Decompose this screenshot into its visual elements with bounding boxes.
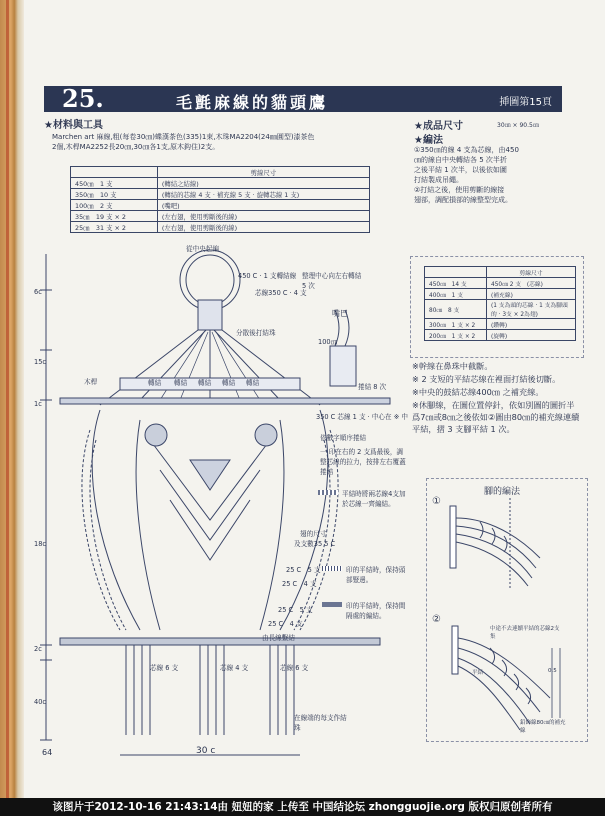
cut-size-table-2: 剪線尺寸 450㎝ 14 支 450㎝ 2 支 (芯線) 400㎝ 1 支 (補充線) 80㎝ 8 支 (1 支為頭的芯線 · 1 支為腳頭的 · 3支 × 2為翅) 300㎝ 1 支 × 2 (鑽轉) 200㎝ 1 支 × 2 (旋轉) [424,266,576,341]
diagram-label: 依數字順序捲結 [320,434,367,442]
plate-reference: 挿圖第15頁 [499,97,552,108]
foot-diagram-title: 腳的編法 [484,487,521,497]
diagram-label: 嘴巴 [332,309,348,318]
method-heading: ★編法 [414,135,443,146]
materials-text-2: 2個,木桿MA2252長20㎝,30㎝各1支,原木鈎住)2支。 [52,143,220,151]
materials-heading: ★材料與工具 [44,120,103,131]
title-bar [44,86,562,112]
cut-size-table-1 [70,166,370,233]
dimension-label: 40c [34,698,47,706]
method-step: ①350㎝的線 4 支為芯線，由450 [414,146,519,154]
knot-label: 轉結 [148,379,162,387]
project-number: 25. [62,84,104,113]
diagram-label: 捲結 8 次 [358,383,387,391]
diagram-label: 芯線 6 支 [280,664,309,672]
step-number: ① [432,496,441,507]
diagram-label: 25 C 4 支 [268,620,303,628]
book-spine [0,0,24,798]
diagram-label: 350 C 芯線 1 支 · 中心在 ※ 中 [316,413,408,421]
materials-text-1: Marchen art 麻線,粗(每卷30㎝)蝶漢茶色(335)1束,木珠MA2204(24㎜圓型)漆茶色 [52,133,315,141]
dimension-label: 18c [34,540,47,548]
diagram-label: 及支數35 5 C [294,540,336,548]
step-number: ② [432,614,441,625]
diagram-label: 25 C 5 支 [278,606,313,614]
table-row: 350㎝ 10 支 (轉結的芯線 4 支 · 補充線 5 支 · 旋轉芯線 1 支) [71,189,370,200]
note: ※ 2 支短的平結芯線在裡面打結後切斷。 [412,374,561,384]
foot-label: 0.5 [548,668,557,674]
knot-label: 轉結 [174,379,188,387]
method-step: ㎝的線自中央轉結各 5 次半折 [414,156,507,164]
method-step: ②打結之後，使用剪斷的線接 [414,186,505,194]
table-header: 剪線尺寸 [157,167,369,178]
note: ※幹線在鼻珠中截斷。 [412,361,493,371]
dimension-label: 6c [34,288,42,296]
diagram-label: 印的平結時，保持頭部豎邊。 [346,566,406,584]
finished-size-label: ★成品尺寸 [414,121,463,132]
diagram-label: 芯線 6 支 [150,664,179,672]
table-row: 35㎝ 19 支 × 2 (左右翅，使用剪斷後的線) [71,211,370,222]
legend-swatch [322,602,342,607]
method-step: 翅部，調配損部的線整型完成。 [414,196,512,204]
diagram-label: 由長線繫結 [262,634,295,642]
diagram-label: 450 C · 1 支轉結線 [238,272,297,280]
page-title: 毛氈麻線的貓頭鷹 [176,93,329,112]
table-row: 25㎝ 31 支 × 2 (左右翅，使用剪斷後的線) [71,222,370,233]
foot-label: 平結 [472,670,484,676]
table-row: 80㎝ 8 支 (1 支為頭的芯線 · 1 支為腳頭的 · 3支 × 2為翅) [425,300,576,319]
diagram-label: 在線端的每支作結珠 [294,714,347,732]
method-step: 之後平結 1 次半，以後依如圖 [414,166,507,174]
diagram-label: 分散後打結珠 [236,329,276,337]
diagram-label: 整理中心向左右轉結 5 次 [302,272,362,290]
dimension-label: 2c [34,645,42,653]
foot-knotting-illustration [440,498,580,736]
note: ※休腳線，在圖位置停針，依如別圖的圖折半爲7㎝或8㎝之後依如②圖由80㎝的補充線連續平結，摺 3 支腳平結 1 次。 [412,400,580,434]
knot-label: 轉結 [198,379,212,387]
table-row: 400㎝ 1 支 (補充線) [425,289,576,300]
diagram-label: 印的平結時，保持間隔處的編結。 [346,602,406,620]
diagram-label: 25 C 5 支 [286,566,321,574]
diagram-label: 一 印在右的 2 支爲最後，調整芯線的拉力，按排左右覆蓋捲結 [320,448,406,476]
dimension-label: 15c [34,358,47,366]
diagram-label: 芯線350 C · 4 支 [255,289,307,297]
foot-label: 鉛飾線80㎝的補充線 [520,720,566,734]
knot-label: 轉結 [222,379,236,387]
table-row: 100㎝ 2 支 (嘴吧) [71,200,370,211]
dimension-label: 1c [34,400,42,408]
table-row: 450㎝ 1 支 (轉結之結線) [71,178,370,189]
note: ※中央的鼓結芯線400㎝ 之補充線。 [412,387,544,397]
diagram-label: 平結時將兩芯線4支加於芯線一齊編結。 [342,490,406,508]
diagram-label: 芯線 4 支 [220,664,249,672]
method-step: 打結製成吊繩。 [414,176,463,184]
diagram-label: 100㎝ [318,338,338,346]
diagram-label: 木桿 [84,378,98,386]
table-row: 450㎝ 14 支 450㎝ 2 支 (芯線) [425,278,576,289]
knot-label: 轉結 [246,379,260,387]
page-number: 64 [42,748,53,757]
legend-swatch [322,566,342,571]
finished-size-value: 30㎝ × 90.5㎝ [497,122,539,129]
diagram-label: 25 C 4 支 [282,580,317,588]
table-row: 200㎝ 1 支 × 2 (旋轉) [425,330,576,341]
upload-watermark-bar: 该图片于2012-10-16 21:43:14由 妞妞的家 上传至 中国结论坛 zhongguojie.org 版权归原创者所有 [0,798,605,816]
foot-label: 中途不去連續平結的芯線2支集 [490,626,560,640]
legend-swatch [318,490,338,495]
notes [412,360,582,436]
diagram-label: 翅的尺寸 [300,530,327,538]
table-row: 300㎝ 1 支 × 2 (鑽轉) [425,319,576,330]
diagram-label: 從中央起編 [186,245,219,253]
width-label: 30 c [196,746,216,756]
